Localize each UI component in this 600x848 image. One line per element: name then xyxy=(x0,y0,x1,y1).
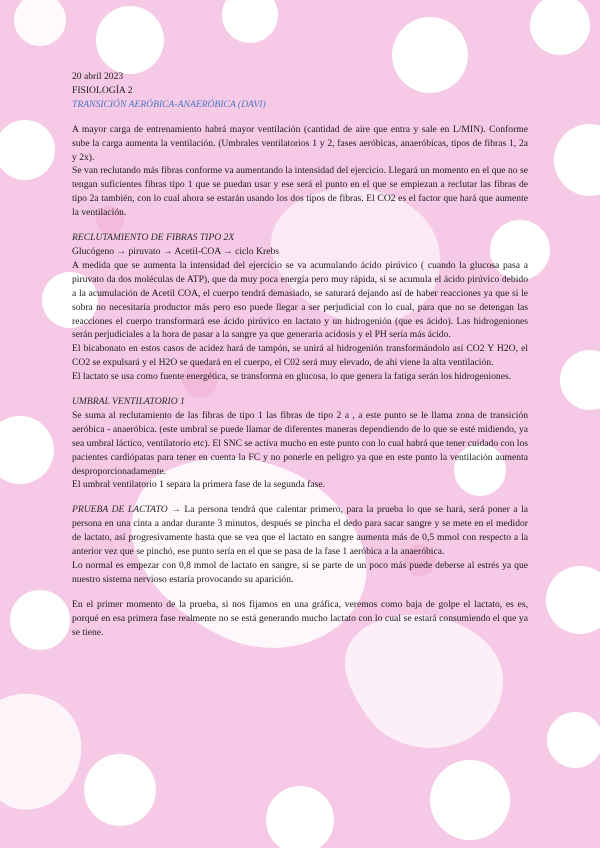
doc-subject: FISIOLOGÍA 2 xyxy=(72,84,133,96)
prueba-paragraph-2: Lo normal es empezar con 0,8 mmol de lactato en sangre, si se parte de un poco más puede deberse al estrés ya que nuestro sistema nervioso estaría provocando su aparición. xyxy=(72,560,528,585)
reclutamiento-paragraph-2: El bicabonato en estos casos de acidez hará de tampón, se unirá al hidrogenión transformándolo así CO2 Y H2O, el CO2 se expulsará y el H2O se quedará en el cuerpo, el C02 será muy elevado, de ahí viene la alta ventilación. xyxy=(72,343,528,369)
doc-title: TRANSICIÓN AERÓBICA-ANAERÓBICA (DAVI) xyxy=(72,98,266,110)
umbral-paragraph-1: Se suma al reclutamiento de las fibras de tipo 1 las fibras de tipo 2 a , a este punto se le llama zona de transición aeróbica - anaeróbica. (este umbral se puede llamar de diferentes maneras dependiendo de lo que se esté midiendo, ya sea umbral láctico, ventilatorio etc). El SNC se activa mucho en este punto con lo cual habrá que tener cuidado con los pacientes cardiópatas para tener en cuenta la FC y no ponerle en peligro ya que en este punto la ventilación aumenta desproporcionadamente. xyxy=(72,409,528,477)
prueba-text: La persona tendrá que calentar primero, para la prueba lo que se hará, será poner a la persona en una cinta a andar durante 3 minutos, después se pincha el dedo para sacar sangre y se mete en el medidor de lactato, así progresivamente hasta que se vea que el lactato en sangre aumenta más de 0,5 mmol con respecto a la anterior vez que se pinchó, ese punto sería en el que se pasa de la fase 1 aeróbica a la anaeróbica. xyxy=(72,504,529,558)
umbral-paragraph-2: El umbral ventilatorio 1 separa la primera fase de la segunda fase. xyxy=(72,479,326,491)
prueba-paragraph-1 xyxy=(72,503,528,559)
intro-paragraph-1: A mayor carga de entrenamiento habrá mayor ventilación (cantidad de aire que entra y sale en L/MIN). Conforme sube la carga aumenta la ventilación. (Umbrales ventilatorios 1 y 2, fases aeróbicas, anaeróbicas, tipos de fibras 1, 2a y 2x). xyxy=(72,123,528,163)
metabolic-chain: Glucógeno → piruvato → Acetil-COA → ciclo Krebs xyxy=(72,245,280,257)
reclutamiento-paragraph-1: A medida que se aumenta la intensidad del ejercicio se va acumulando ácido pirúvico ( cuando la glucosa pasa a piruvato da dos moléculas de ATP), que da muy poca energía pero muy rápida, si se acumula el ácido pirúvico debido a la acumulación de Acetil COA, el cuerpo tendrá demasiado, se saturará dejando así de haber reacciones ya que si le sobra no necesitaría productor más pero eso puede llegar a ser perjudicial con lo cual, para que no se detengan las reacciones el cuerpo transformará ese ácido pirúvico en lactato y un hidrogenión (que es ácido). Las hidrogeniones serán perjudiciales a la hora de pasar a la sangre ya que generaría acidosis y el PH sería más ácido. xyxy=(72,259,528,341)
document-body xyxy=(72,70,528,640)
section-heading-prueba: PRUEBA DE LACTATO → xyxy=(72,504,181,516)
section-heading-reclutamiento: RECLUTAMIENTO DE FIBRAS TIPO 2X xyxy=(72,232,235,244)
intro-paragraph-2: Se van reclutando más fibras conforme va aumentando la intensidad del ejercicio. Llegará un momento en el que no se tengan suficientes fibras tipo 1 que se puedan usar y ese será el punto en el que se empiezan a reclutar las fibras de tipo 2a también, con lo cual ahora se estarán usando los dos tipos de fibras. El CO2 es el factor que hará que aumente la ventilación. xyxy=(72,165,528,219)
reclutamiento-paragraph-3: El lactato se usa como fuente energética, se transforma en glucosa, lo que genera la fatiga serán los hidrogeniones. xyxy=(72,371,512,383)
section-heading-umbral: UMBRAL VENTILATORIO 1 xyxy=(72,396,185,408)
doc-date: 20 abril 2023 xyxy=(72,71,124,82)
prueba-paragraph-3: En el primer momento de la prueba, si nos fijamos en una gráfica, veremos como baja de golpe el lactato, es es, porqué en esa primera fase realmente no se está generando mucho lactato con lo cual se estará consumiendo el que ya se tiene. xyxy=(72,598,528,638)
